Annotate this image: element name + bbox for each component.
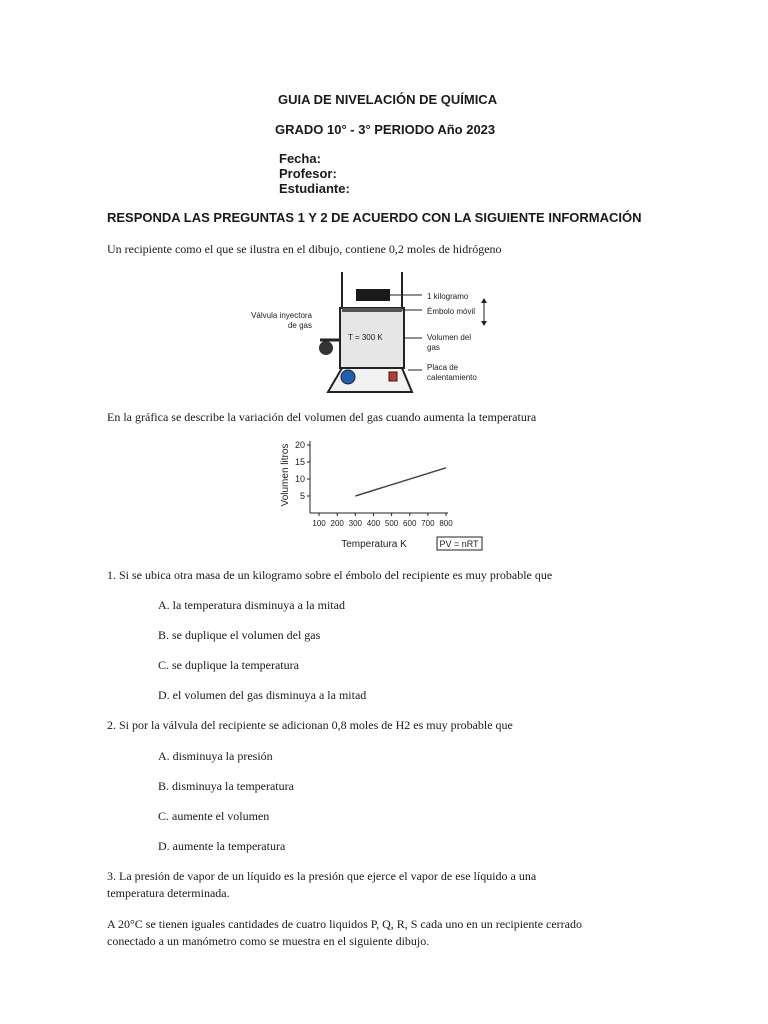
field-fecha: Fecha:	[279, 151, 321, 166]
volume-temperature-chart	[268, 435, 488, 553]
question-3-line-2: temperatura determinada.	[107, 886, 230, 900]
x-tick-label: 800	[439, 519, 453, 528]
valve-icon	[319, 341, 333, 355]
label-weight: 1 kilogramo	[427, 292, 469, 301]
q1-option-c: C. se duplique la temperatura	[158, 658, 299, 672]
closing-line-2: conectado a un manómetro como se muestra en el siguiente dibujo.	[107, 934, 430, 948]
field-profesor: Profesor:	[279, 166, 337, 181]
q2-option-d: D. aumente la temperatura	[158, 839, 286, 853]
label-heater-1: Placa de	[427, 363, 459, 372]
heater-dial-icon	[341, 370, 355, 384]
q2-option-a: A. disminuya la presión	[158, 749, 273, 763]
heater-indicator-icon	[389, 372, 397, 381]
label-gas-volume-1: Volumen del	[427, 333, 472, 342]
y-tick-label: 10	[294, 474, 305, 484]
apparatus-diagram	[251, 270, 502, 396]
chart-ylabel: Volumen litros	[280, 443, 291, 507]
label-piston: Émbolo móvil	[427, 307, 476, 316]
question-1-text: 1. Si se ubica otra masa de un kilogramo sobre el émbolo del recipiente es muy probable que	[107, 568, 553, 582]
intro-text: Un recipiente como el que se ilustra en el dibujo, contiene 0,2 moles de hidrógeno	[107, 242, 502, 256]
x-tick-label: 200	[330, 519, 344, 528]
y-tick-label: 15	[294, 457, 305, 467]
q1-option-b: B. se duplique el volumen del gas	[158, 628, 321, 642]
piston-icon	[342, 308, 402, 312]
field-estudiante: Estudiante:	[279, 181, 350, 196]
document-title: GUIA DE NIVELACIÓN DE QUÍMICA	[278, 92, 498, 107]
chart-xlabel: Temperatura K	[341, 539, 407, 550]
question-2-text: 2. Si por la válvula del recipiente se adicionan 0,8 moles de H2 es muy probable que	[107, 718, 513, 732]
y-tick-label: 5	[299, 491, 305, 501]
x-tick-label: 700	[421, 519, 435, 528]
q1-option-d: D. el volumen del gas disminuya a la mitad	[158, 688, 367, 702]
data-line	[355, 468, 446, 496]
label-temperature: T = 300 K	[348, 333, 383, 342]
graph-description: En la gráfica se describe la variación del volumen del gas cuando aumenta la temperatura	[107, 410, 537, 424]
closing-line-1: A 20°C se tienen iguales cantidades de cuatro liquidos P, Q, R, S cada uno en un recipiente cerrado	[107, 917, 583, 931]
x-tick-label: 600	[403, 519, 417, 528]
y-tick-label: 20	[294, 440, 305, 450]
label-valve-1: Válvula inyectora	[251, 311, 312, 320]
arrow-up-icon	[481, 298, 487, 303]
formula-annotation: PV = nRT	[439, 539, 479, 549]
x-tick-label: 400	[366, 519, 381, 528]
q2-option-c: C. aumente el volumen	[158, 809, 270, 823]
weight-block	[356, 289, 390, 301]
x-tick-label: 300	[348, 519, 363, 528]
arrow-down-icon	[481, 321, 487, 326]
q1-option-a: A. la temperatura disminuya a la mitad	[158, 598, 345, 612]
label-valve-2: de gas	[287, 321, 312, 330]
section-heading: RESPONDA LAS PREGUNTAS 1 Y 2 DE ACUERDO CON LA SIGUIENTE INFORMACIÓN	[107, 210, 642, 225]
grade-line: GRADO 10° - 3° PERIODO Año 2023	[275, 122, 496, 137]
x-tick-label: 500	[384, 519, 399, 528]
label-heater-2: calentamiento	[427, 373, 477, 382]
question-3-line-1: 3. La presión de vapor de un líquido es la presión que ejerce el vapor de ese líquido a una	[107, 869, 537, 883]
x-tick-label: 100	[312, 519, 326, 528]
label-gas-volume-2: gas	[427, 343, 440, 352]
heater-base	[328, 368, 412, 392]
q2-option-b: B. disminuya la temperatura	[158, 779, 294, 793]
